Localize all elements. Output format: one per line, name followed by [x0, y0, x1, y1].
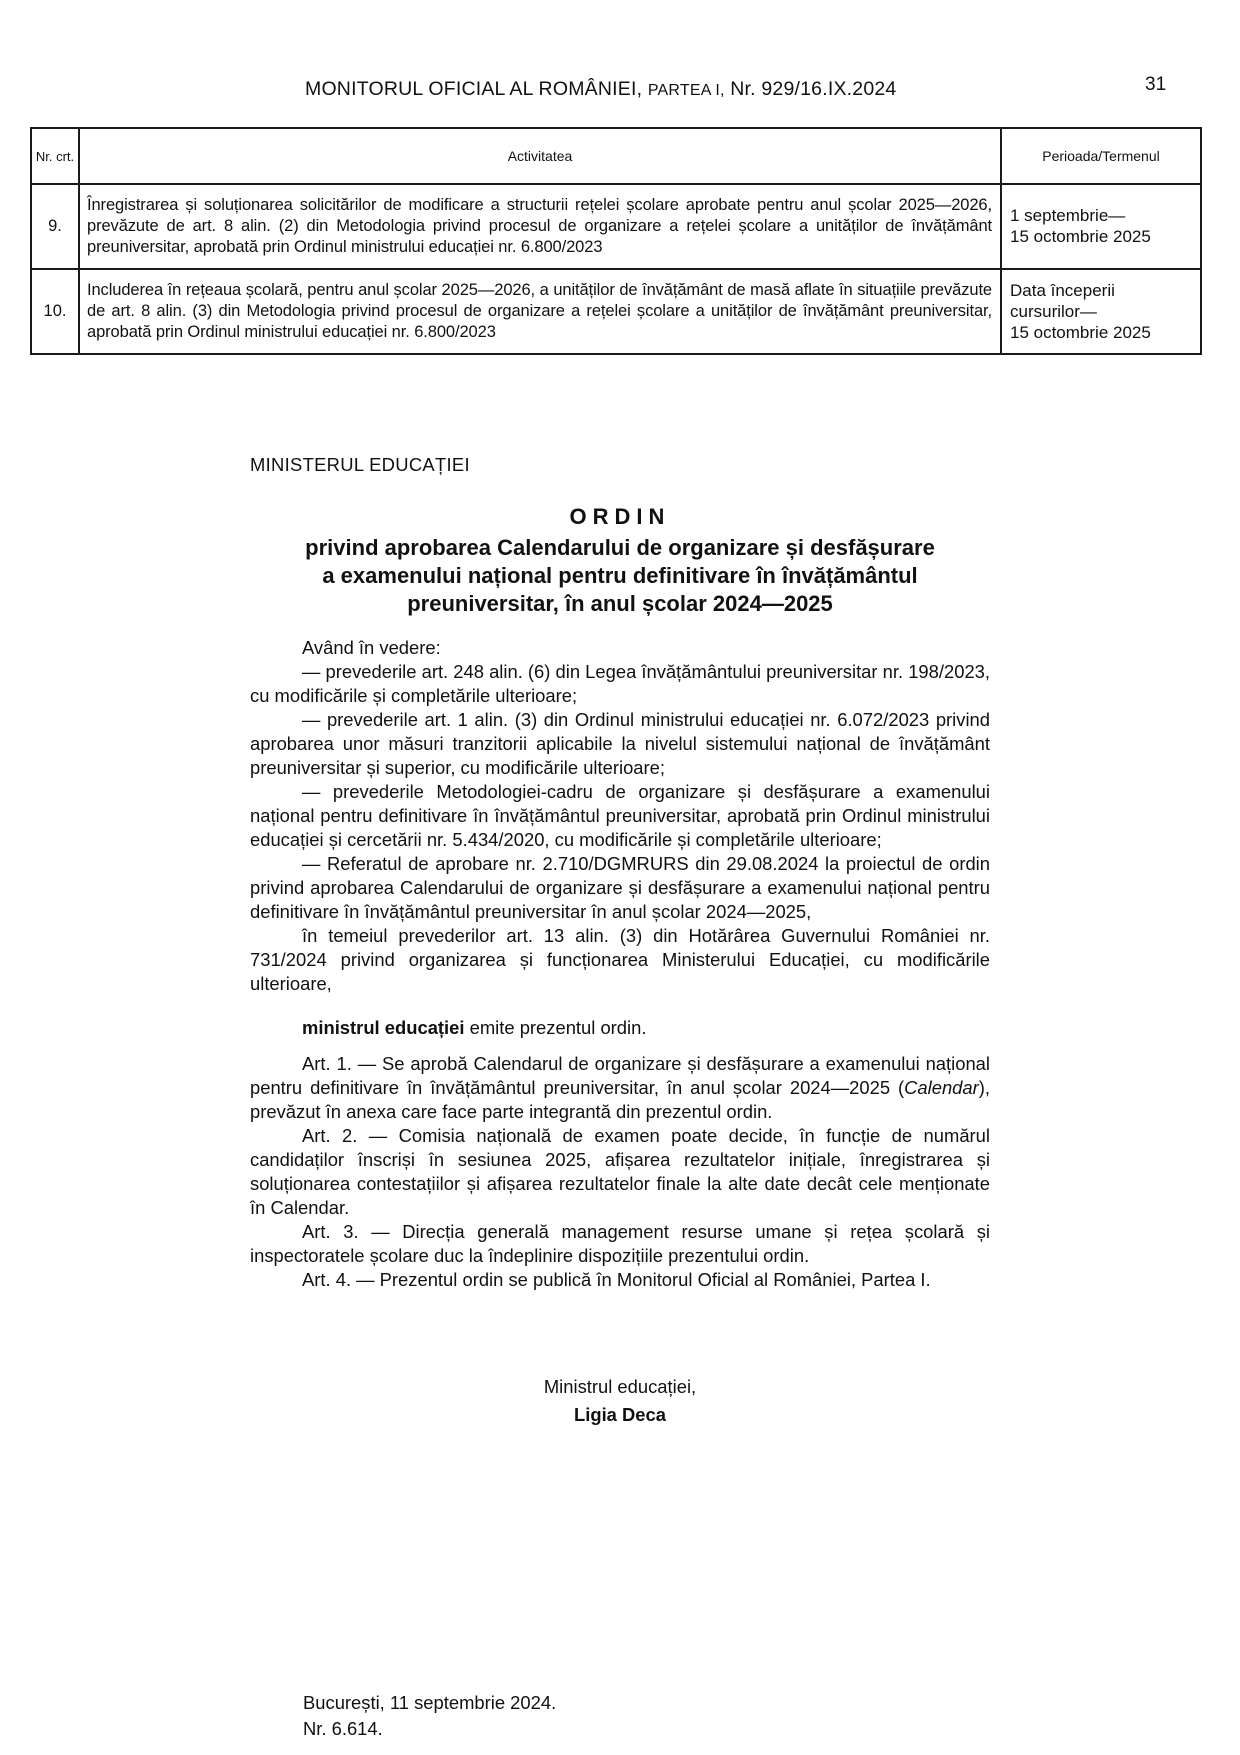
row-period [1001, 269, 1201, 354]
legal-basis-paragraph: în temeiul prevederilor art. 13 alin. (3) din Hotărârea Guvernului României nr. 731/2024 privind organizarea și funcționarea Ministerului Educației, cu modificările ulterioare, [250, 925, 990, 994]
row-period-line: cursurilor— [1010, 301, 1097, 321]
header-title [305, 78, 896, 101]
row-period-line: 15 octombrie 2025 [1010, 322, 1151, 342]
article-1-text-end: ), prevăzut în anexa care face parte integrantă din prezentul ordin. [250, 1077, 990, 1122]
calendar-table [30, 127, 1202, 355]
intro-paragraph: Având în vedere: [302, 637, 441, 658]
row-activity: Înregistrarea și soluționarea solicitărilor de modificare a structurii rețelei școlare aprobate pentru anul școlar 2025—2026, prevăzute de art. 8 alin. (2) din Metodologia privind procesul de organizare a rețelei școlare a unităților de învățământ preuniversitar, aprobată prin Ordinul ministrului educației nr. 6.800/2023 [79, 184, 1001, 269]
row-activity: Includerea în rețeaua școlară, pentru anul școlar 2025—2026, a unităților de învățământ de masă aflate în situațiile prevăzute de art. 8 alin. (3) din Metodologia privind procesul de organizare a rețelei școlare a unităților de învățământ preuniversitar, aprobată prin Ordinul ministrului educației nr. 6.800/2023 [79, 269, 1001, 354]
order-subtitle [230, 534, 1010, 618]
legal-basis-paragraph: — prevederile art. 1 alin. (3) din Ordinul ministrului educației nr. 6.072/2023 privind aprobarea unor măsuri tranzitorii aplicabile la nivelul sistemului național de învățământ preuniversitar și superior, cu modificările ulterioare; [250, 709, 990, 778]
legal-basis-paragraph: — prevederile art. 248 alin. (6) din Legea învățământului preuniversitar nr. 198/2023, cu modificările și completările ulterioare; [250, 661, 991, 706]
emit-rest: emite prezentul ordin. [464, 1017, 647, 1038]
emit-bold: ministrul educației [302, 1017, 465, 1038]
article-1-italic: Calendar [904, 1077, 979, 1098]
col-header-activity: Activitatea [79, 128, 1001, 184]
table-row [31, 184, 1201, 269]
order-number: Nr. 6.614. [303, 1718, 383, 1739]
order-subtitle-line: a examenului național pentru definitivare în învățământul [322, 563, 918, 588]
signature-role: Ministrul educației, [543, 1376, 697, 1397]
row-nr: 9. [31, 184, 79, 269]
table-row [31, 269, 1201, 354]
col-header-nr: Nr. crt. [31, 128, 79, 184]
signature-block [0, 1373, 1240, 1429]
order-subtitle-line: privind aprobarea Calendarului de organizare și desfășurare [305, 535, 935, 560]
page-number: 31 [1145, 74, 1167, 95]
emit-paragraph [250, 1016, 990, 1040]
col-header-period: Perioada/Termenul [1001, 128, 1201, 184]
row-nr: 10. [31, 269, 79, 354]
article-1-text: Art. 1. — Se aprobă Calendarul de organizare și desfășurare a examenului național pentru definitivare în învățământul preuniversitar, în anul școlar 2024—2025 ( [250, 1053, 990, 1098]
place-date: București, 11 septembrie 2024. [303, 1692, 557, 1713]
row-period-line: Data începerii [1010, 280, 1115, 300]
table-header-row [31, 128, 1201, 184]
row-period-line: 15 octombrie 2025 [1010, 227, 1151, 246]
order-title: ORDIN [569, 504, 671, 529]
header-title-main: MONITORUL OFICIAL AL ROMÂNIEI, [305, 78, 643, 100]
row-period [1001, 184, 1201, 269]
article-2: Art. 2. — Comisia națională de examen poate decide, în funcție de numărul candidaților înscriși în sesiunea 2025, afișarea rezultatelor inițiale, înregistrarea și soluționarea contestațiilor și afișarea rezultatelor finale la alte date decât cele menționate în Calendar. [250, 1125, 990, 1218]
row-period-line: 1 septembrie— [1010, 206, 1126, 225]
article-1 [250, 1052, 990, 1124]
signature-name: Ligia Deca [574, 1404, 666, 1425]
order-body [250, 636, 990, 1292]
document-footer [303, 1690, 556, 1742]
article-3: Art. 3. — Direcția generală management resurse umane și rețea școlară și inspectoratele școlare duc la îndeplinire dispozițiile prezentului ordin. [250, 1221, 990, 1266]
header-title-nr: Nr. 929/16.IX.2024 [730, 78, 897, 100]
legal-basis-paragraph: — Referatul de aprobare nr. 2.710/DGMRURS din 29.08.2024 la proiectul de ordin privind aprobarea Calendarului de organizare și desfășurare a examenului național pentru definitivare în învățământul preuniversitar în anul școlar 2024—2025, [250, 853, 990, 922]
header-title-part: PARTEA I, [647, 82, 725, 99]
ministry-name: MINISTERUL EDUCAȚIEI [250, 454, 470, 475]
order-subtitle-line: preuniversitar, în anul școlar 2024—2025 [407, 591, 833, 616]
legal-basis-paragraph: — prevederile Metodologiei-cadru de organizare și desfășurare a examenului național pentru definitivare în învățământul preuniversitar, aprobată prin Ordinul ministrului educației și cercetării nr. 5.434/2020, cu modificările și completările ulterioare; [250, 781, 990, 850]
article-4: Art. 4. — Prezentul ordin se publică în Monitorul Oficial al României, Partea I. [302, 1269, 931, 1290]
